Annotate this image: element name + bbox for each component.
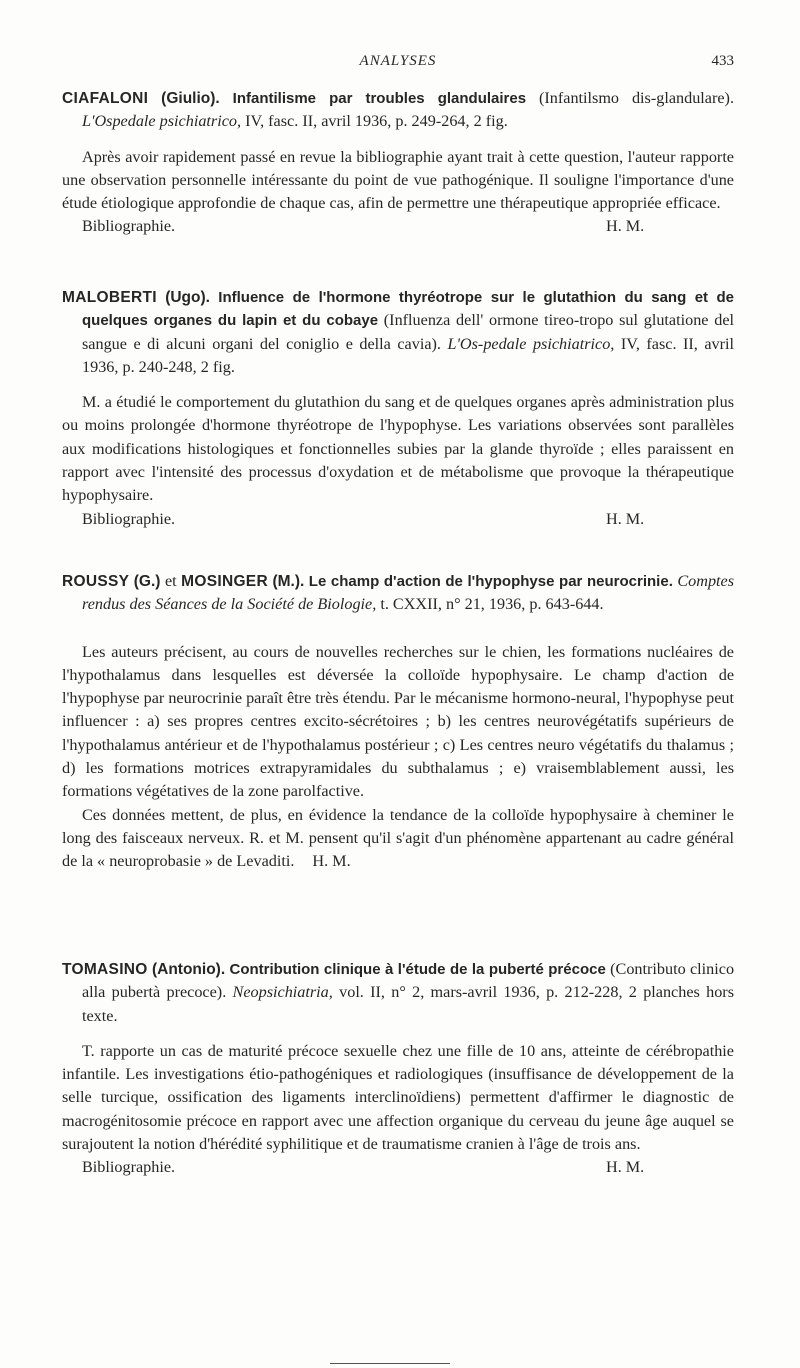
article-title: Infantilisme par troubles glandulaires [232, 90, 527, 107]
author-first-name: (Giulio). [161, 90, 220, 107]
article-title: Contribution clinique à l'étude de la puberté précoce [229, 961, 606, 978]
review-entry-maloberti [62, 286, 734, 531]
second-author-first-name: (M.). [272, 573, 305, 590]
review-entry-roussy-mosinger [62, 570, 734, 874]
citation-details: t. CXXII, n° 21, 1936, p. 643-644. [380, 595, 604, 614]
summary-paragraph: M. a étudié le comportement du glutathion du sang et de quelques organes après administration plus ou moins prolongée d'hormone thyréotrope de l'hypophyse. Les variations observées sont parallèles aux modifications histologiques et fonctionnelles subies par la glande thyroïde ; elles paraissent en rapport avec l'intensité des processus d'oxydation et de métabolisme que provoque la thérapeutique hypophysaire. [62, 393, 734, 505]
author-name: CIAFALONI [62, 90, 149, 107]
author-first-name: (G.) [133, 573, 161, 590]
article-title: Le champ d'action de l'hypophyse par neurocrinie. [308, 573, 673, 590]
summary-paragraph: Après avoir rapidement passé en revue la bibliographie ayant trait à cette question, l'auteur rapporte une observation personnelle intéressante du point de vue pathogénique. Il souligne l'importance d'une étude étiologique approfondie de chaque cas, afin de permettre une thérapeutique appropriée efficace. [62, 147, 734, 213]
page-header [62, 50, 734, 74]
original-title: (Infantilsmo dis-glandulare). [539, 89, 734, 107]
entry-citation [62, 87, 734, 134]
second-author-name: MOSINGER [181, 573, 268, 590]
original-title: (Influenza dell' ormone tireo-tropo sul glutatione del sangue e di alcuni organi del coniglio e della cavia). [82, 311, 734, 353]
author-connector: et [164, 572, 177, 590]
signature-line [62, 508, 734, 531]
reviewer-initials: H. M. [606, 217, 645, 236]
bibliography-label: Bibliographie. [82, 1158, 176, 1177]
author-first-name: (Antonio). [151, 961, 226, 978]
citation-details: vol. II, n° 2, mars-avril 1936, p. 212-228, 2 planches hors texte. [82, 983, 734, 1025]
page-number: 433 [711, 53, 734, 69]
citation-details: IV, fasc. II, avril 1936, p. 249-264, 2 fig. [245, 112, 508, 131]
article-title: Influence de l'hormone thyréotrope sur le glutathion du sang et de quelques organes du lapin et du cobaye [82, 289, 735, 330]
reviewer-initials: H. M. [312, 852, 351, 871]
signature-line [62, 215, 734, 238]
journal-name: Neopsichiatria, [232, 983, 333, 1002]
signature-line [62, 1156, 734, 1179]
end-rule [330, 1363, 450, 1364]
entry-citation [62, 570, 734, 617]
reviewer-initials: H. M. [606, 509, 645, 528]
review-entry-tomasino [62, 958, 734, 1179]
journal-name: L'Os-pedale psichiatrico, [447, 334, 615, 353]
summary-paragraph: Les auteurs précisent, au cours de nouvelles recherches sur le chien, les formations nucléaires de l'hypothalamus dans lesquelles est déversée la colloïde hypophysaire. Le champ d'action de l'hypophyse par neurocrinie paraît être très étendu. Par le mécanisme hormono-neural, l'hypophyse peut influencer : a) ses propres centres excito-sécrétoires ; b) les centres neurovégétatifs supérieurs de l'hypothalamus antérieur et de l'hypothalamus postérieur ; c) Les centres neuro végétatifs du thalamus ; d) les formations motrices extrapyramidales du subthalamus ; e) vraisemblablement aussi, les formations végétatives de la zone parolfactive. [62, 642, 734, 801]
entry-citation [62, 958, 734, 1028]
running-title: ANALYSES [359, 53, 437, 69]
author-name: ROUSSY [62, 573, 130, 590]
journal-name: L'Ospedale psichiatrico, [82, 112, 242, 131]
summary-paragraph-2: Ces données mettent, de plus, en évidence la tendance de la colloïde hypophysaire à cheminer le long des faisceaux nerveux. R. et M. pensent qu'il s'agit d'un phénomène appartenant au cadre général de la « neuroprobasie » de Levaditi. H. M. [62, 805, 734, 871]
review-entry-ciafaloni [62, 87, 734, 238]
bibliography-label: Bibliographie. [82, 217, 176, 236]
original-title: (Contributo clinico alla pubertà precoce). [82, 960, 735, 1002]
entry-citation [62, 286, 734, 379]
author-name: MALOBERTI [62, 289, 157, 306]
reviewer-initials: H. M. [606, 1158, 645, 1177]
author-name: TOMASINO [62, 961, 148, 978]
journal-name: Comptes rendus des Séances de la Société de Biologie, [82, 572, 735, 614]
summary-paragraph: T. rapporte un cas de maturité précoce sexuelle chez une fille de 10 ans, atteinte de cérébropathie infantile. Les investigations étio-pathogéniques et radiologiques (insuffisance de développement de la selle turcique, ossification des ligaments interclinoïdiens) permettent d'affirmer le diagnostic de macrogénitosomie précoce en rapport avec une affection organique du cerveau du jeune âge auquel se surajoutent la notion d'hérédité syphilitique et de traumatisme cranien à l'âge de trois ans. [62, 1041, 734, 1154]
citation-details: IV, fasc. II, avril 1936, p. 240-248, 2 fig. [82, 334, 735, 376]
author-first-name: (Ugo). [165, 289, 210, 306]
bibliography-label: Bibliographie. [82, 509, 176, 528]
